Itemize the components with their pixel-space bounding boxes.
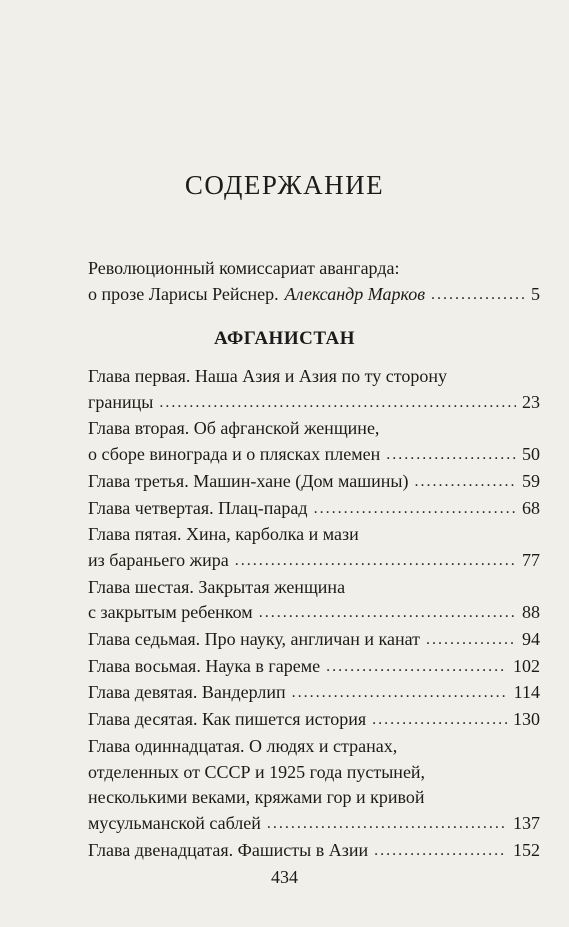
toc-chapter-entry	[88, 680, 540, 707]
dot-leader	[292, 680, 508, 706]
toc-entry-line	[88, 838, 540, 865]
toc-page-number: 5	[531, 283, 540, 304]
toc-chapter-entry	[88, 469, 540, 496]
toc-entry-line	[88, 680, 540, 707]
toc-entry-text: Глава двенадцатая. Фашисты в Азии	[88, 839, 369, 860]
toc-entry-text: Глава первая. Наша Азия и Азия по ту сторону	[88, 366, 447, 386]
dot-leader	[235, 548, 516, 574]
toc-entry-text: Революционный комиссариат авангарда:	[88, 258, 400, 278]
toc-entry-line	[88, 707, 540, 734]
toc-entry-text: из бараньего жира	[88, 549, 229, 570]
toc-entry-text: Глава девятая. Вандерлип	[88, 682, 286, 703]
toc-chapter-entry	[88, 496, 540, 523]
toc-entry-text: Глава восьмая. Наука в гареме	[88, 655, 321, 676]
toc-entry-line	[88, 469, 540, 496]
toc-entry-line	[88, 548, 540, 575]
toc-entry-text: мусульманской саблей	[88, 812, 261, 833]
toc-entry-text: Глава третья. Машин-хане (Дом машины)	[88, 470, 409, 491]
toc-page-number: 59	[522, 470, 540, 491]
section-heading: АФГАНИСТАН	[213, 328, 356, 349]
toc-intro-entry	[88, 256, 540, 308]
toc-page-number: 130	[513, 709, 540, 730]
dot-leader	[426, 627, 516, 653]
toc-chapter-entry	[88, 654, 540, 681]
toc-entry-text: Глава четвертая. Плац-парад	[88, 497, 308, 518]
toc-page-number: 152	[513, 839, 540, 860]
dot-leader	[326, 654, 507, 680]
toc-page-number: 23	[522, 391, 540, 412]
toc-entry-text: несколькими веками, кряжами гор и кривой	[88, 787, 425, 808]
toc-chapter-entry	[88, 575, 540, 627]
toc-page-number: 102	[513, 655, 540, 676]
toc-page-number: 77	[522, 549, 540, 570]
dot-leader	[372, 707, 507, 733]
toc-chapter-entry	[88, 707, 540, 734]
toc-entry-line	[88, 760, 540, 786]
dot-leader	[314, 496, 516, 522]
toc-page-number: 68	[522, 497, 540, 518]
dot-leader	[414, 469, 516, 495]
page-title: СОДЕРЖАНИЕ	[184, 170, 385, 200]
toc-entry-line	[88, 627, 540, 654]
toc-page-number: 94	[522, 629, 540, 650]
toc-page-number: 88	[522, 602, 540, 623]
toc-entry-text: Глава шестая. Закрытая женщина	[88, 576, 346, 597]
chapter-list	[88, 364, 540, 864]
toc-entry-line	[88, 442, 540, 469]
toc-chapter-entry	[88, 416, 540, 468]
toc-entry-author: Александр Марков	[284, 283, 426, 304]
toc-entry-line	[88, 416, 540, 442]
toc-entry-text: Глава пятая. Хина, карболка и мази	[88, 524, 359, 545]
toc-entry-line	[88, 390, 540, 417]
toc-entry-line	[88, 600, 540, 627]
toc-chapter-entry	[88, 734, 540, 838]
toc-chapter-entry	[88, 627, 540, 654]
toc-entry-line	[88, 811, 540, 838]
toc-entry-text: о прозе Ларисы Рейснер.	[88, 283, 279, 304]
toc-entry-text: границы	[88, 391, 154, 412]
toc-entry-line	[88, 522, 540, 548]
toc-entry-line	[88, 654, 540, 681]
toc-entry-line	[88, 496, 540, 523]
toc-page-number: 114	[513, 682, 540, 703]
toc-entry-text: Глава вторая. Об афганской женщине,	[88, 418, 380, 439]
toc-entry-line	[88, 364, 540, 390]
dot-leader	[431, 282, 525, 308]
dot-leader	[267, 811, 507, 837]
toc-page-number: 50	[522, 444, 540, 465]
dot-leader	[159, 390, 516, 416]
toc-chapter-entry	[88, 522, 540, 574]
toc-entry-line	[88, 734, 540, 760]
toc-entry-text: отделенных от СССР и 1925 года пустыней,	[88, 761, 426, 782]
toc-entry-text: Глава десятая. Как пишется история	[88, 709, 367, 730]
toc-entry-text: с закрытым ребенком	[88, 602, 253, 623]
toc-entry-text: о сборе винограда и о плясках племен	[88, 444, 381, 465]
toc-entry-line	[88, 785, 540, 811]
toc-page-number: 137	[513, 812, 540, 833]
toc-entry-text: Глава одиннадцатая. О людях и странах,	[88, 735, 398, 756]
toc-chapter-entry	[88, 838, 540, 865]
toc-entry-text: Глава седьмая. Про науку, англичан и канат	[88, 629, 421, 650]
dot-leader	[374, 838, 507, 864]
folio-page-number: 434	[271, 867, 298, 887]
dot-leader	[386, 442, 516, 468]
toc-entry-line	[88, 282, 540, 309]
dot-leader	[259, 600, 516, 626]
toc-chapter-entry	[88, 364, 540, 416]
toc-entry-line	[88, 256, 540, 282]
toc-entry-line	[88, 575, 540, 601]
